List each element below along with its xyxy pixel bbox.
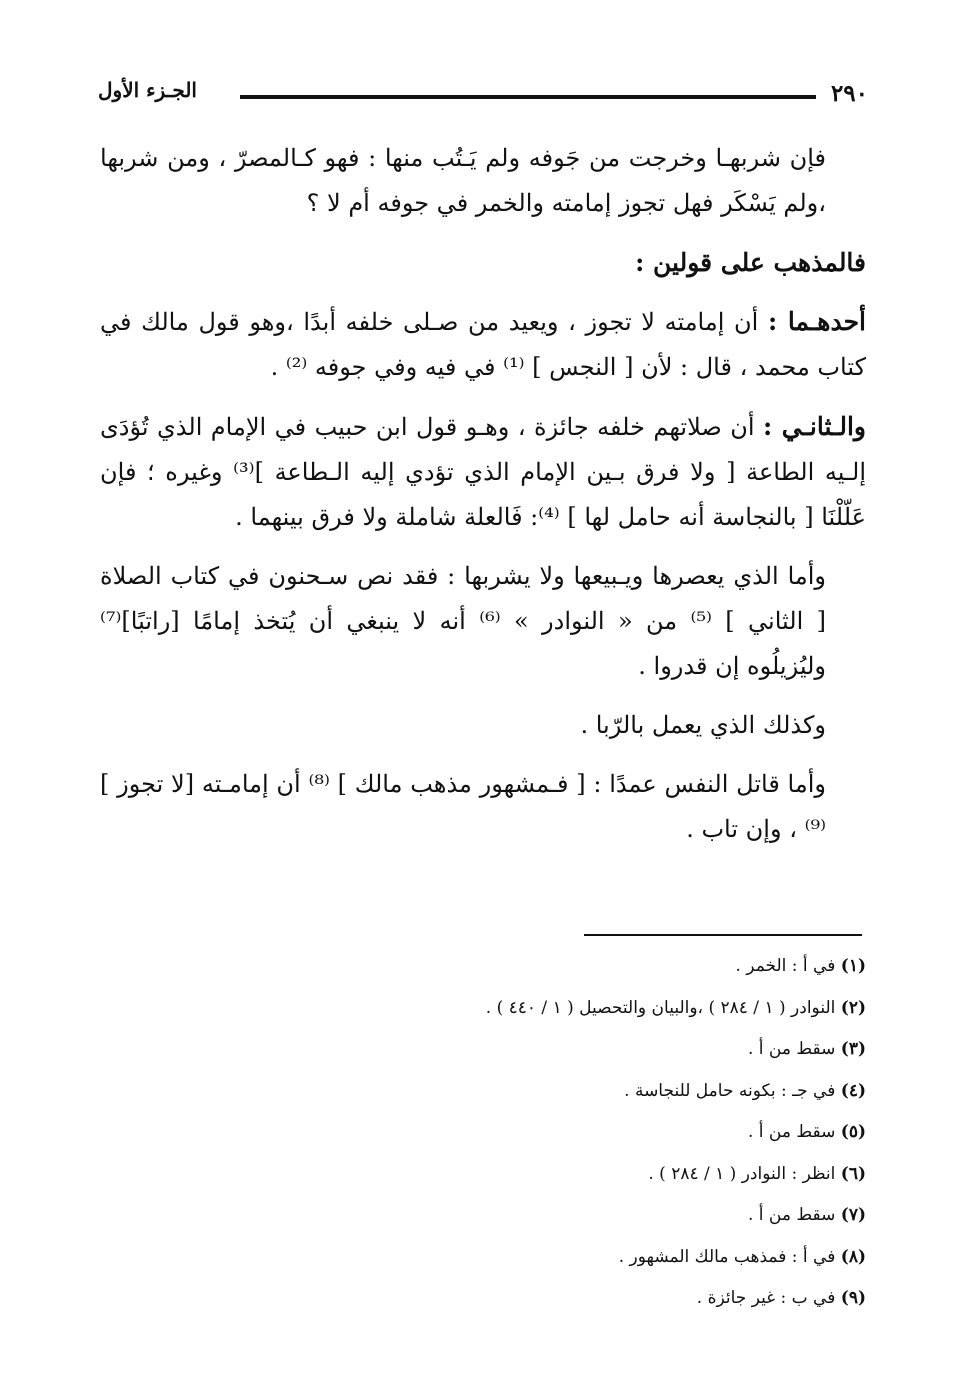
second-opinion-label: والـثانـي : [762, 412, 866, 441]
paragraph-1: فإن شربهـا وخرجت من جَوفه ولم يَـتُب منها : فهو كـالمصرّ ، ومن شربها ،ولم يَسْكَر فهل تجوز إمامته والخمر في جوفه أم لا ؟ [100, 144, 826, 217]
footnote-2: (٢) النوادر ( ١ / ٢٨٤ ) ،والبيان والتحصيل ( ١ / ٤٤٠ ) . [485, 997, 866, 1018]
footnote-6: (٦) انظر : النوادر ( ١ / ٢٨٤ ) . [648, 1163, 866, 1184]
paragraph-6: وأما قاتل النفس عمدًا : [ فـمشهور مذهب مالك ] ⁽⁸⁾ أن إمامـته [لا تجوز ] ⁽⁹⁾ ، وإن تاب . [100, 770, 826, 843]
header-rule [240, 95, 816, 99]
first-opinion-label: أحدهـما : [767, 307, 866, 336]
footnote-7: (٧) سقط من أ . [747, 1205, 866, 1225]
footnote-5: (٥) سقط من أ . [747, 1122, 866, 1142]
part-title: الجـزء الأول [98, 78, 197, 102]
page-number: ٢٩٠ [830, 80, 868, 107]
paragraph-first-opinion [100, 299, 866, 390]
paragraph-second-opinion [100, 404, 866, 540]
page-header [98, 76, 878, 112]
main-text [100, 136, 866, 866]
paragraph-5: وكذلك الذي يعمل بالرّبا . [580, 711, 826, 739]
footnote-1: (١) في أ : الخمر . [735, 956, 866, 976]
footnote-separator [584, 934, 862, 936]
second-opinion-text: أن صلاتهم خلفه جائزة ، وهـو قول ابن حبيب في الإمام الذي تُؤدَى إلـيه الطاعة [ ولا فرق بـين الإمام الذي تؤدي إليه الـطاعة ]⁽³⁾ وغيره ؛ فإن عَلّلْنَا [ بالنجاسة أنه حامل لها ] ⁽⁴⁾: فَالعلة شاملة ولا فرق بينهما . [100, 413, 866, 531]
section-heading: فالمذهب على قولين : [635, 248, 866, 277]
footnote-9: (٩) في ب : غير جائزة . [696, 1288, 866, 1308]
first-opinion-text: أن إمامته لا تجوز ، ويعيد من صـلى خلفه أبدًا ،وهو قول مالك في كتاب محمد ، قال : لأن [ النجس ] ⁽¹⁾ في فيه وفي جوفه ⁽²⁾ . [100, 308, 866, 381]
footnote-8: (٨) في أ : فمذهب مالك المشهور . [618, 1246, 866, 1267]
footnote-4: (٤) في جـ : بكونه حامل للنجاسة . [624, 1080, 866, 1101]
paragraph-4: وأما الذي يعصرها ويـبيعها ولا يشربها : فقد نص سـحنون في كتاب الصلاة [ الثاني ] ⁽⁵⁾ من « النوادر » ⁽⁶⁾ أنه لا ينبغي أن يُتخذ إمامًا [راتبًا]⁽⁷⁾ وليُزيلُوه إن قدروا . [100, 562, 826, 680]
footnotes [100, 946, 866, 1320]
footnote-3: (٣) سقط من أ . [747, 1039, 866, 1059]
